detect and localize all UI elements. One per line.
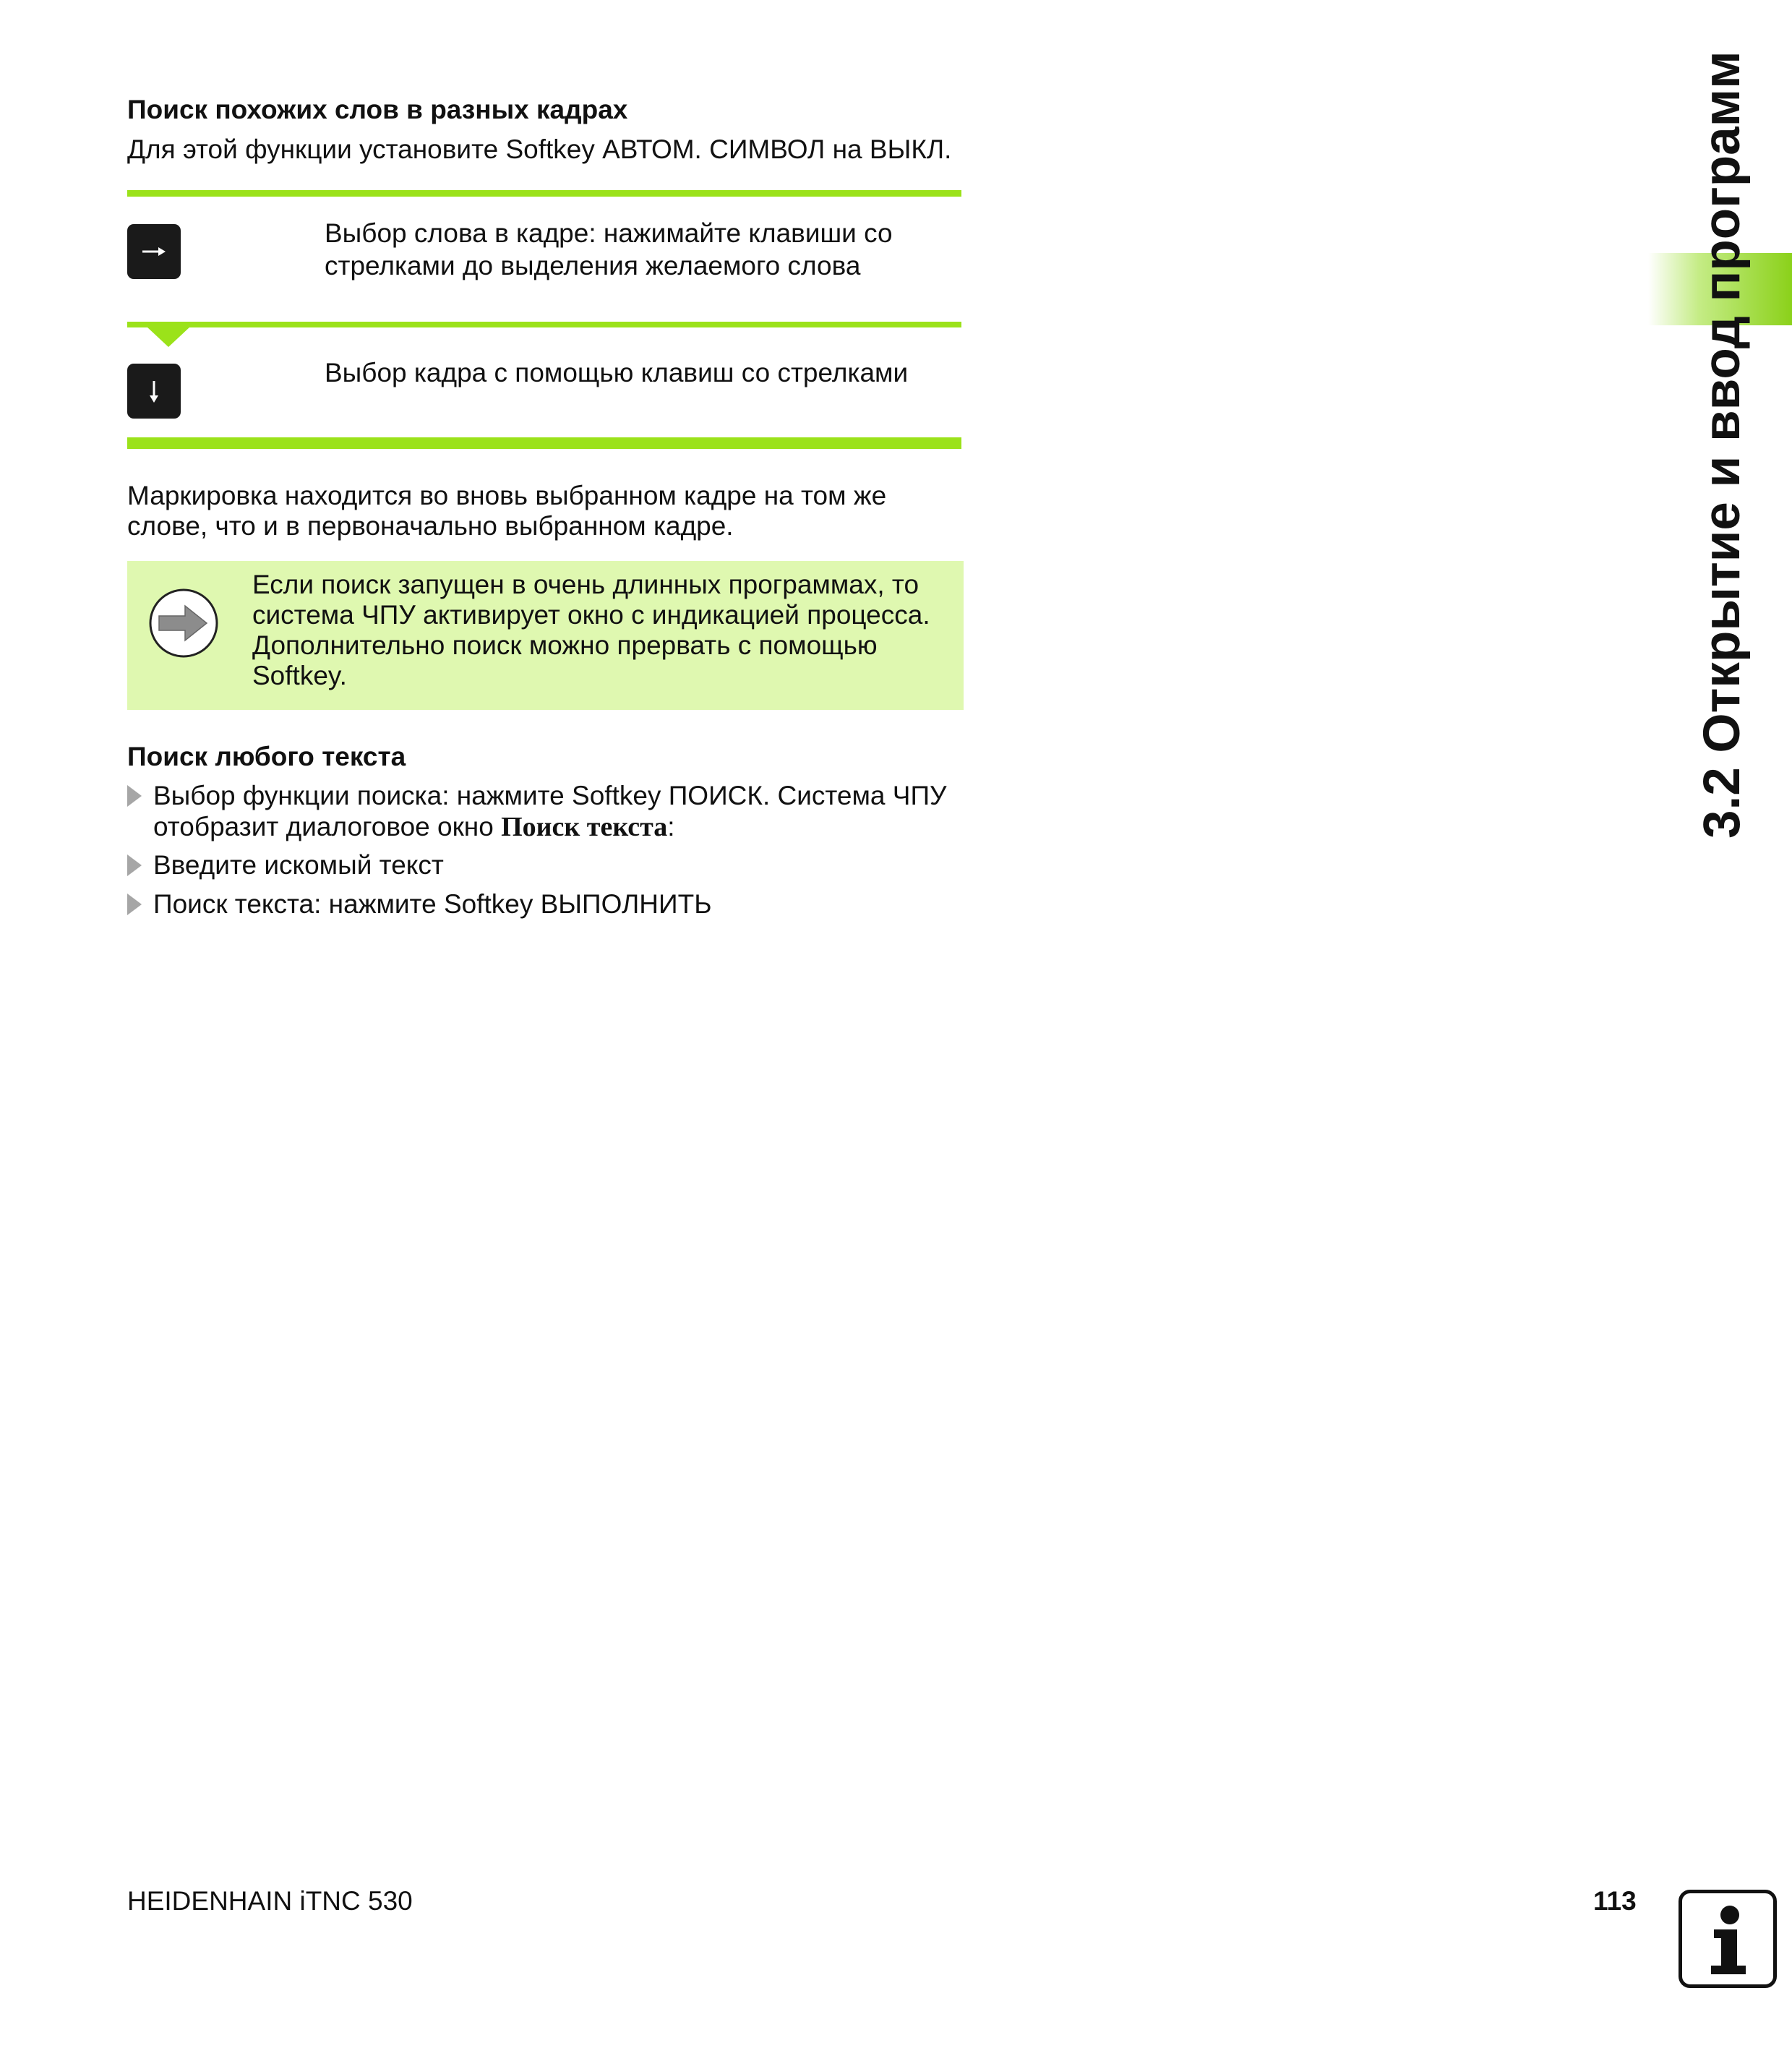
section-heading-similar-words: Поиск похожих слов в разных кадрах — [127, 95, 628, 124]
table-bottom-rule — [127, 437, 961, 449]
list-item — [127, 780, 977, 843]
section-heading-any-text: Поиск любого текста — [127, 742, 406, 771]
note-box — [127, 561, 964, 710]
row-pointer-triangle — [147, 327, 190, 347]
table-top-rule — [127, 190, 961, 197]
list-item-text: Введите искомый текст — [153, 850, 444, 880]
note-text: Если поиск запущен в очень длинных программах, то система ЧПУ активирует окно с индикацией процесса. Дополнительно поиск можно прервать с помощью Softkey. — [252, 570, 930, 690]
table-middle-rule — [127, 322, 961, 327]
bullet-triangle-icon — [127, 785, 142, 807]
list-item-text-part: Выбор функции поиска: нажмите Softkey ПОИСК. Система ЧПУ отобразит диалоговое окно — [153, 781, 947, 841]
footer-product: HEIDENHAIN iTNC 530 — [127, 1886, 413, 1916]
key-row-text: Выбор кадра с помощью клавиш со стрелками — [325, 358, 909, 387]
section-intro: Для этой функции установите Softkey АВТОМ. СИМВОЛ на ВЫКЛ. — [127, 134, 952, 164]
marking-paragraph: Маркировка находится во вновь выбранном кадре на том же слове, что и в первоначально выбранном кадре. — [127, 481, 887, 541]
arrow-right-circle-icon — [147, 587, 220, 659]
bullet-triangle-icon — [127, 894, 142, 915]
list-item-text-part: : — [667, 812, 675, 841]
list-item-text: Поиск текста: нажмите Softkey ВЫПОЛНИТЬ — [153, 889, 712, 919]
list-item — [127, 888, 977, 920]
list-item — [127, 849, 977, 881]
right-arrow-key-icon — [127, 224, 181, 279]
list-item-text — [153, 780, 977, 843]
chapter-side-title: 3.2 Открытие и ввод программ — [1694, 51, 1751, 839]
key-row-text: Выбор слова в кадре: нажимайте клавиши со стрелками до выделения желаемого слова — [325, 218, 893, 280]
page-number: 113 — [1593, 1886, 1637, 1916]
dialog-name: Поиск текста — [501, 812, 668, 842]
down-arrow-key-icon — [127, 364, 181, 419]
bullet-triangle-icon — [127, 854, 142, 876]
info-i-icon — [1679, 1890, 1777, 1988]
